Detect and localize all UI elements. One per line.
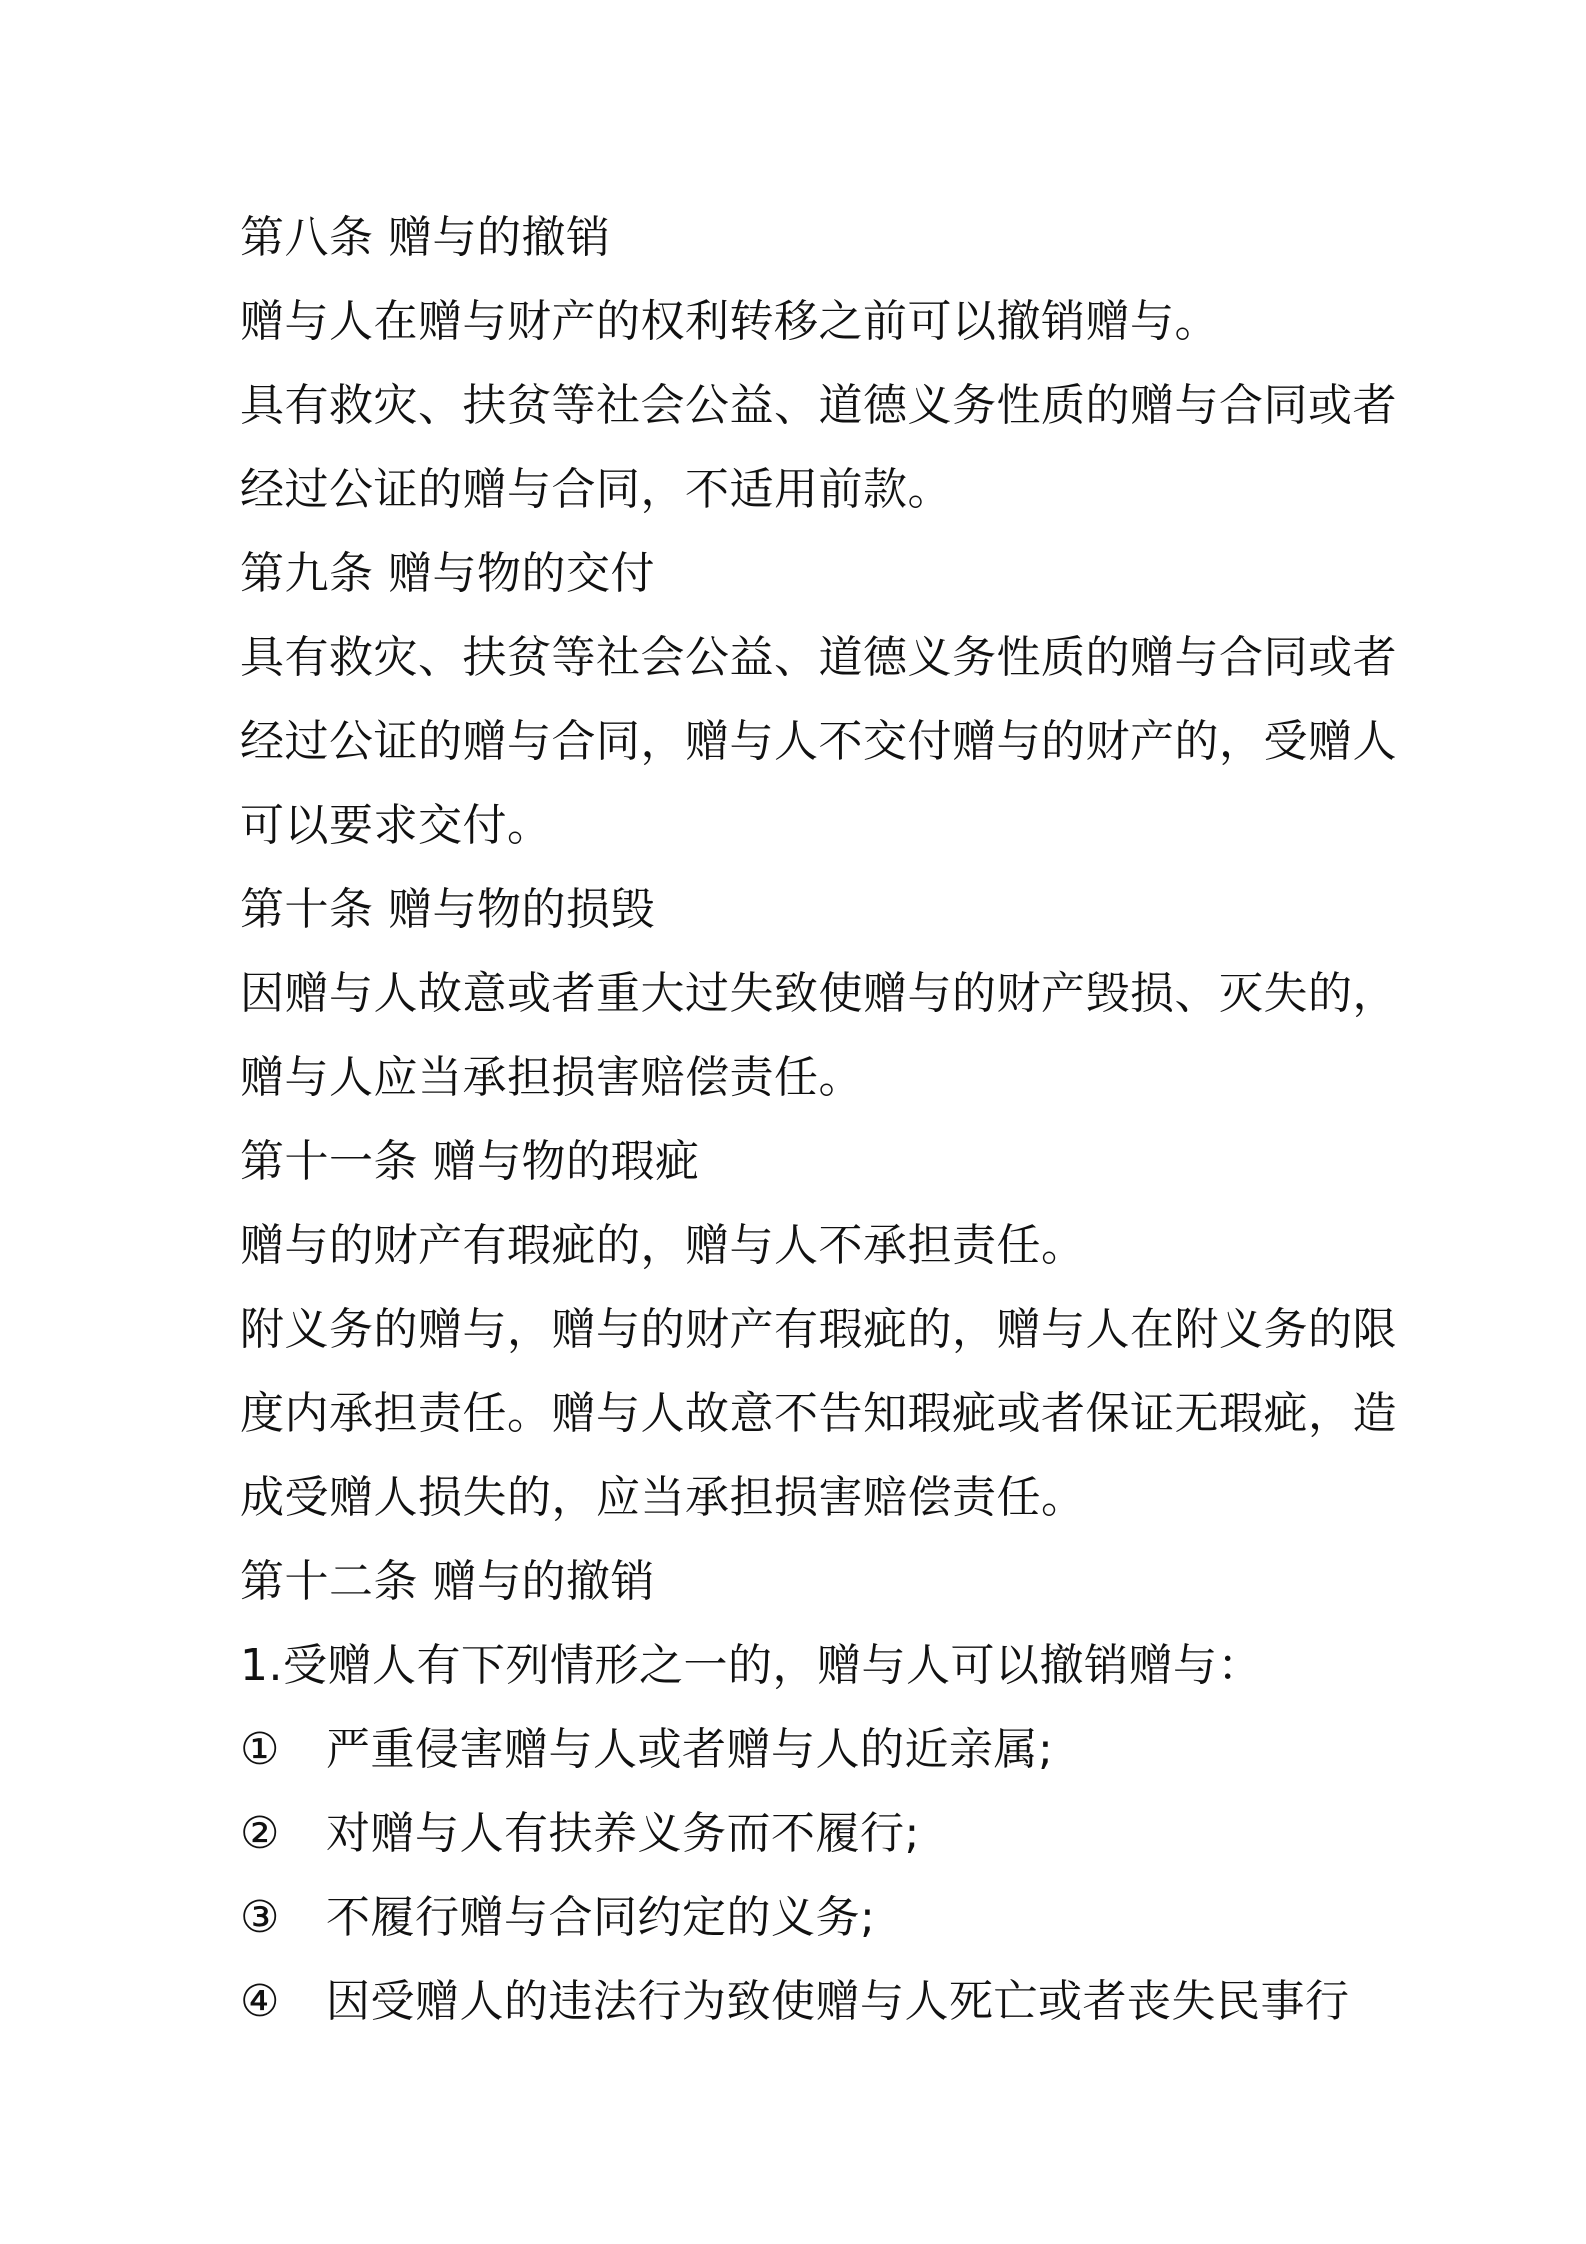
list-item-text: 对赠与人有扶养义务而不履行; bbox=[326, 1808, 920, 1859]
article-9-heading: 第九条 赠与物的交付 bbox=[240, 548, 655, 599]
list-item bbox=[240, 1876, 1370, 1960]
paragraph-line: 赠与的财产有瑕疵的，赠与人不承担责任。 bbox=[240, 1220, 1086, 1271]
list-marker: ③ bbox=[240, 1892, 280, 1943]
list-item-text: 因受赠人的违法行为致使赠与人死亡或者丧失民事行 bbox=[326, 1976, 1350, 2027]
article-10-heading: 第十条 赠与物的损毁 bbox=[240, 884, 655, 935]
paragraph-line: 成受赠人损失的，应当承担损害赔偿责任。 bbox=[240, 1472, 1086, 1523]
article-12-heading: 第十二条 赠与的撤销 bbox=[240, 1556, 655, 1607]
paragraph-line: 度内承担责任。赠与人故意不告知瑕疵或者保证无瑕疵，造 bbox=[240, 1388, 1397, 1439]
paragraph-line: 赠与人在赠与财产的权利转移之前可以撤销赠与。 bbox=[240, 296, 1219, 347]
article-8-heading: 第八条 赠与的撤销 bbox=[240, 212, 611, 263]
paragraph-line: 具有救灾、扶贫等社会公益、道德义务性质的赠与合同或者 bbox=[240, 632, 1397, 683]
paragraph-line: 附义务的赠与，赠与的财产有瑕疵的，赠与人在附义务的限 bbox=[240, 1304, 1397, 1355]
paragraph-line: 可以要求交付。 bbox=[240, 800, 552, 851]
list-item bbox=[240, 1960, 1370, 2044]
list-item-text: 不履行赠与合同约定的义务; bbox=[326, 1892, 876, 1943]
list-marker: ④ bbox=[240, 1976, 280, 2027]
paragraph-line: 经过公证的赠与合同，赠与人不交付赠与的财产的，受赠人 bbox=[240, 716, 1397, 767]
paragraph-line: 赠与人应当承担损害赔偿责任。 bbox=[240, 1052, 863, 1103]
paragraph-line: 因赠与人故意或者重大过失致使赠与的财产毁损、灭失的， bbox=[240, 968, 1397, 1019]
list-item-text: 严重侵害赠与人或者赠与人的近亲属; bbox=[326, 1724, 1054, 1775]
document-body bbox=[240, 196, 1397, 2044]
list-item bbox=[240, 1792, 1370, 1876]
list-marker: ① bbox=[240, 1724, 280, 1775]
paragraph-line: 1.受赠人有下列情形之一的，赠与人可以撤销赠与： bbox=[240, 1640, 1262, 1691]
list-marker: ② bbox=[240, 1808, 280, 1859]
paragraph-line: 经过公证的赠与合同，不适用前款。 bbox=[240, 464, 952, 515]
paragraph-line: 具有救灾、扶贫等社会公益、道德义务性质的赠与合同或者 bbox=[240, 380, 1397, 431]
article-11-heading: 第十一条 赠与物的瑕疵 bbox=[240, 1136, 700, 1187]
list-item bbox=[240, 1708, 1370, 1792]
